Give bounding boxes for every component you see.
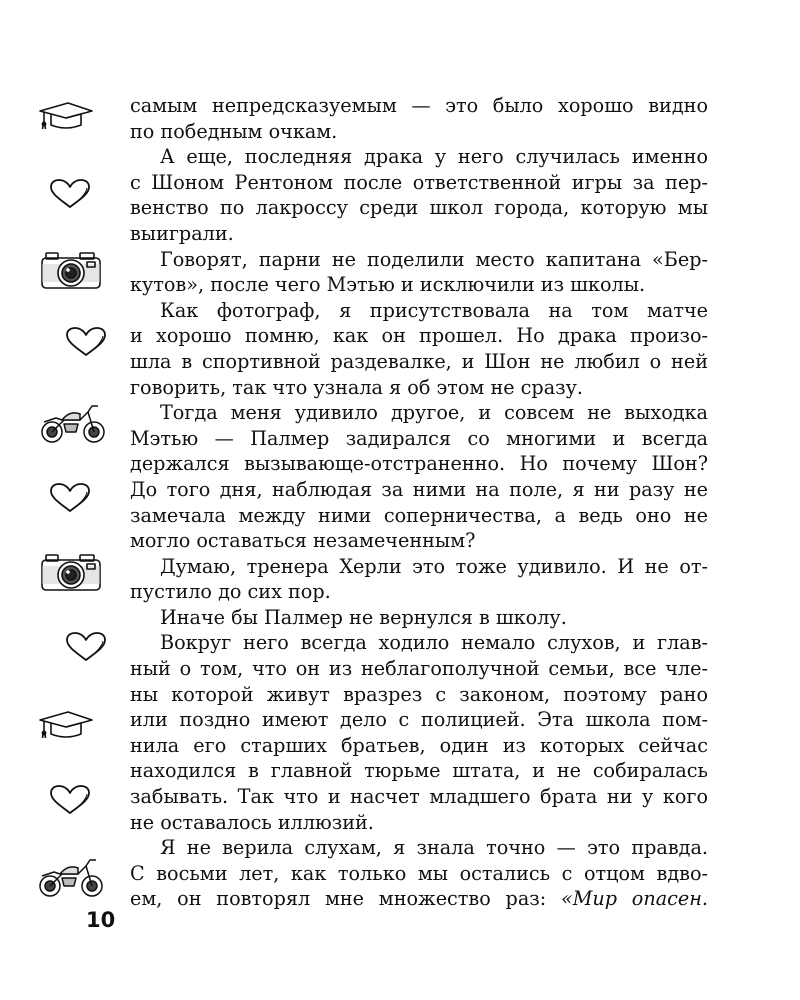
text-line: Иначе бы Палмер не вернулся в школу. bbox=[160, 605, 567, 629]
text-line: венство по лакроссу среди школ города, которую мы bbox=[130, 196, 708, 220]
text-line: замечала между ними соперничества, а ведь оно не bbox=[130, 503, 708, 527]
text-line: выиграли. bbox=[130, 221, 234, 245]
camera-icon bbox=[40, 552, 102, 592]
body-text bbox=[130, 93, 708, 912]
text-line: или поздно имеют дело с полицией. Эта школа пом- bbox=[130, 708, 708, 732]
heart-icon bbox=[48, 784, 92, 816]
text-line: нила его старших братьев, один из которых сейчас bbox=[130, 733, 708, 757]
text-line: Вокруг него всегда ходило немало слухов, и глав- bbox=[160, 631, 708, 655]
text-line: Как фотограф, я присутствовала на том матче bbox=[160, 298, 708, 322]
text-line: и хорошо помню, как он прошел. Но драка произо- bbox=[130, 324, 708, 348]
heart-icon bbox=[48, 178, 92, 210]
page-number: 10 bbox=[86, 908, 116, 932]
text-line-start: ем, он повторял мне множество раз: bbox=[130, 887, 561, 911]
text-line: по победным очкам. bbox=[130, 119, 338, 143]
text-line: А еще, последняя драка у него случилась именно bbox=[160, 145, 708, 169]
motorcycle-icon bbox=[40, 402, 106, 444]
italic-quote: «Мир опасен. bbox=[560, 887, 708, 911]
heart-icon bbox=[64, 631, 108, 663]
text-line: могло оставаться незамеченным? bbox=[130, 529, 476, 553]
text-line: не оставалось иллюзий. bbox=[130, 810, 374, 834]
text-line: забывать. Так что и насчет младшего брата ни у кого bbox=[130, 785, 708, 809]
text-line: Думаю, тренера Херли это тоже удивило. И не от- bbox=[160, 554, 708, 578]
camera-icon bbox=[40, 250, 102, 290]
graduation-cap-icon bbox=[38, 710, 94, 740]
text-line: шла в спортивной раздевалке, и Шон не любил о ней bbox=[130, 349, 708, 373]
text-line: кутов», после чего Мэтью и исключили из школы. bbox=[130, 273, 646, 297]
text-line: Я не верила слухам, я знала точно — это правда. bbox=[160, 836, 708, 860]
text-line: ны которой живут вразрез с законом, поэтому рано bbox=[130, 682, 708, 706]
text-line bbox=[130, 886, 708, 912]
heart-icon bbox=[48, 482, 92, 514]
heart-icon bbox=[64, 326, 108, 358]
text-line: ный о том, что он из неблагополучной семьи, все чле- bbox=[130, 657, 708, 681]
text-line: самым непредсказуемым — это было хорошо видно bbox=[130, 94, 708, 117]
text-line: находился в главной тюрьме штата, и не собиралась bbox=[130, 759, 708, 783]
text-line: держался вызывающе-отстраненно. Но почему Шон? bbox=[130, 452, 708, 476]
text-line: Тогда меня удивило другое, и совсем не выходка bbox=[160, 401, 708, 425]
motorcycle-icon bbox=[38, 856, 104, 898]
text-line: Мэтью — Палмер задирался со многими и всегда bbox=[130, 426, 708, 450]
text-line: с Шоном Рентоном после ответственной игры за пер- bbox=[130, 170, 708, 194]
graduation-cap-icon bbox=[38, 101, 94, 131]
text-line: пустило до сих пор. bbox=[130, 580, 331, 604]
text-line: До того дня, наблюдая за ними на поле, я ни разу не bbox=[130, 477, 708, 501]
text-line: С восьми лет, как только мы остались с отцом вдво- bbox=[130, 861, 708, 885]
text-line: говорить, так что узнала я об этом не сразу. bbox=[130, 375, 584, 399]
text-line: Говорят, парни не поделили место капитана «Бер- bbox=[160, 247, 708, 271]
